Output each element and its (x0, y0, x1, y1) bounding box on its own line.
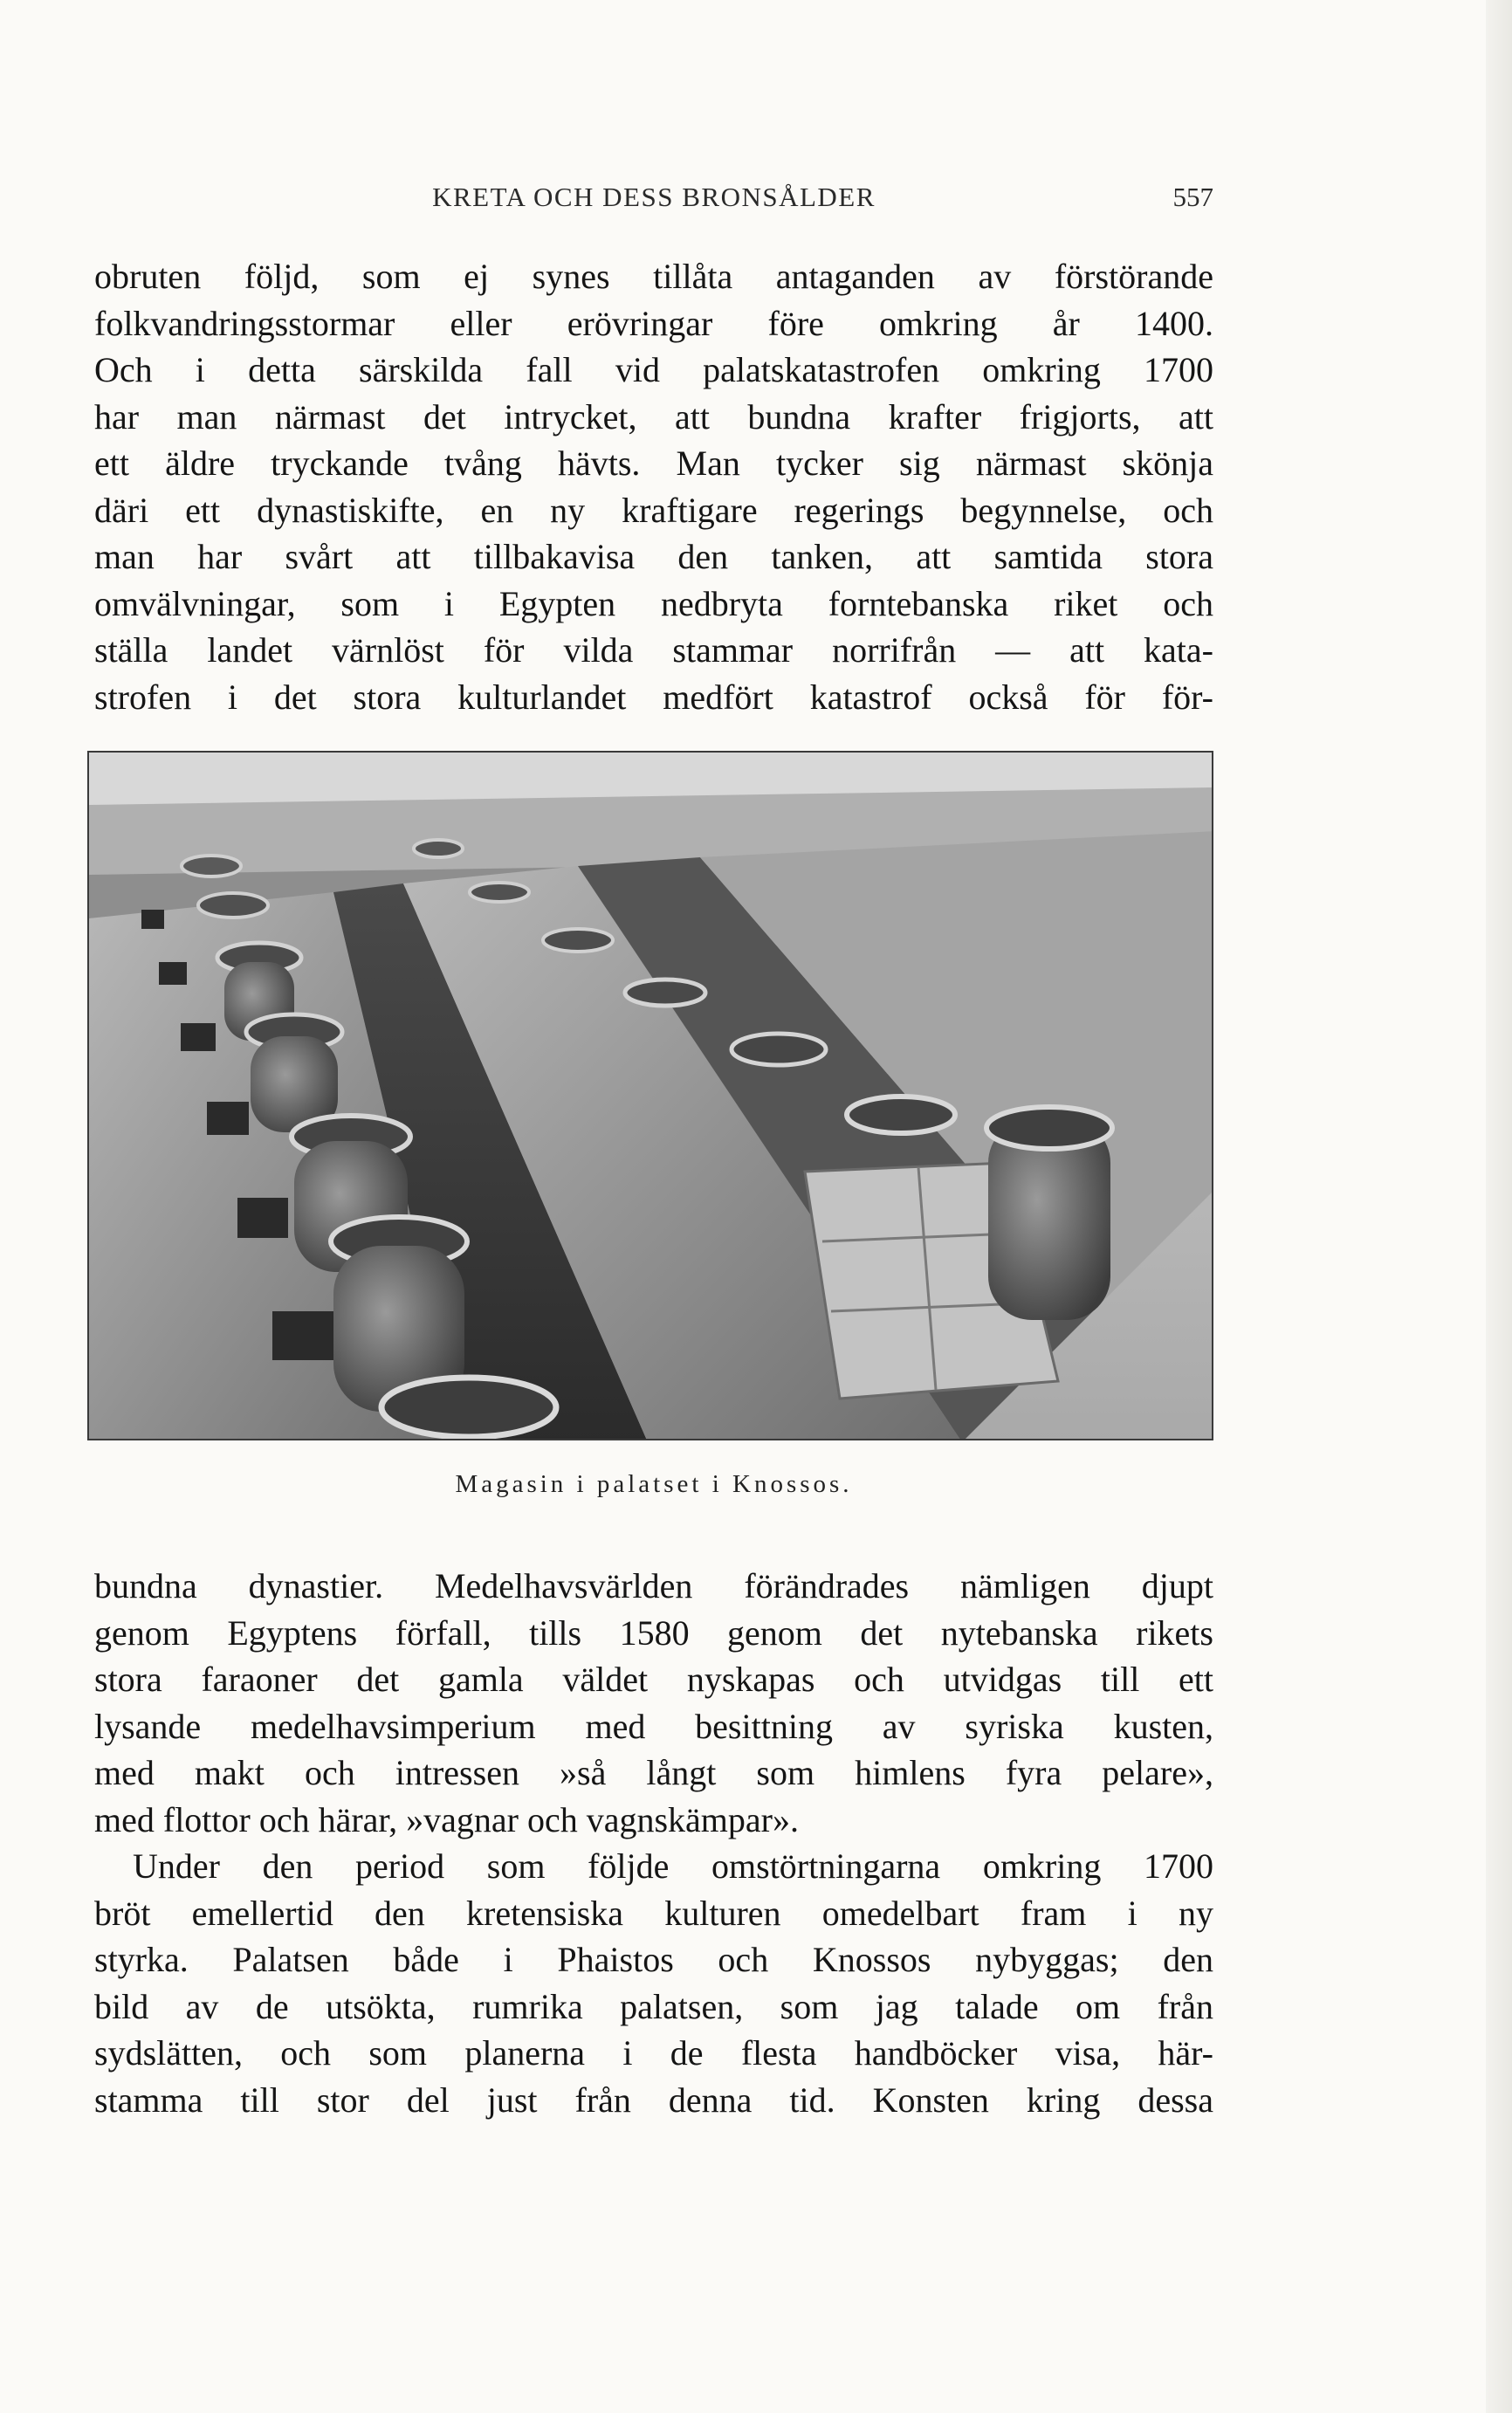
text-line: lysande medelhavsimperium med besittning av syriska kusten, (94, 1706, 1213, 1746)
text-line: ställa landet värnlöst för vilda stammar norrifrån — att kata- (94, 630, 1213, 670)
text-line: Och i detta särskilda fall vid palatskatastrofen omkring 1700 (94, 350, 1213, 389)
text-line: styrka. Palatsen både i Phaistos och Knossos nybyggas; den (94, 1940, 1213, 1979)
text-line: man har svårt att tillbakavisa den tanken, att samtida stora (94, 537, 1213, 576)
text-line: ett äldre tryckande tvång hävts. Man tycker sig närmast skönja (94, 443, 1213, 483)
text-line: med flottor och härar, »vagnar och vagnskämpar». (94, 1799, 799, 1839)
text-line: med makt och intressen »så långt som himlens fyra pelare», (94, 1753, 1213, 1792)
text-line: stamma till stor del just från denna tid. Konsten kring dessa (94, 2080, 1213, 2120)
text-line: Under den period som följde omstörtningarna omkring 1700 (133, 1846, 1213, 1886)
page-number: 557 (1172, 182, 1213, 212)
running-head (94, 182, 1213, 217)
body-text-bottom (94, 1563, 1213, 2123)
text-line: genom Egyptens förfall, tills 1580 genom det nytebanska rikets (94, 1612, 1213, 1653)
text-line: däri ett dynastiskifte, en ny kraftigare regerings begynnelse, och (94, 490, 1213, 530)
text-line: folkvandringsstormar eller erövringar före omkring år 1400. (94, 303, 1213, 343)
figure-caption: Magasin i palatset i Knossos. (455, 1470, 853, 1498)
text-line: omvälvningar, som i Egypten nedbryta forntebanska riket och (94, 583, 1213, 623)
text-line: stora faraoner det gamla väldet nyskapas och utvidgas till ett (94, 1660, 1213, 1699)
text-line: bundna dynastier. Medelhavsvärlden förändrades nämligen djupt (94, 1566, 1213, 1605)
text-line: har man närmast det intrycket, att bundna krafter frigjorts, att (94, 396, 1213, 437)
text-line: sydslätten, och som planerna i de flesta handböcker visa, här- (94, 2033, 1213, 2073)
body-text-top (94, 253, 1213, 720)
text-line: bröt emellertid den kretensiska kulturen omedelbart fram i ny (94, 1893, 1213, 1933)
figure-photo (87, 751, 1213, 1440)
text-line: obruten följd, som ej synes tillåta antaganden av förstörande (94, 257, 1213, 296)
text-line: strofen i det stora kulturlandet medfört katastrof också för för- (94, 677, 1213, 717)
text-line: bild av de utsökta, rumrika palatsen, som jag talade om från (94, 1986, 1213, 2026)
page-edge (1486, 0, 1512, 2413)
running-title: KRETA OCH DESS BRONSÅLDER (432, 182, 876, 212)
storage-magazine-illustration (89, 753, 1213, 1440)
